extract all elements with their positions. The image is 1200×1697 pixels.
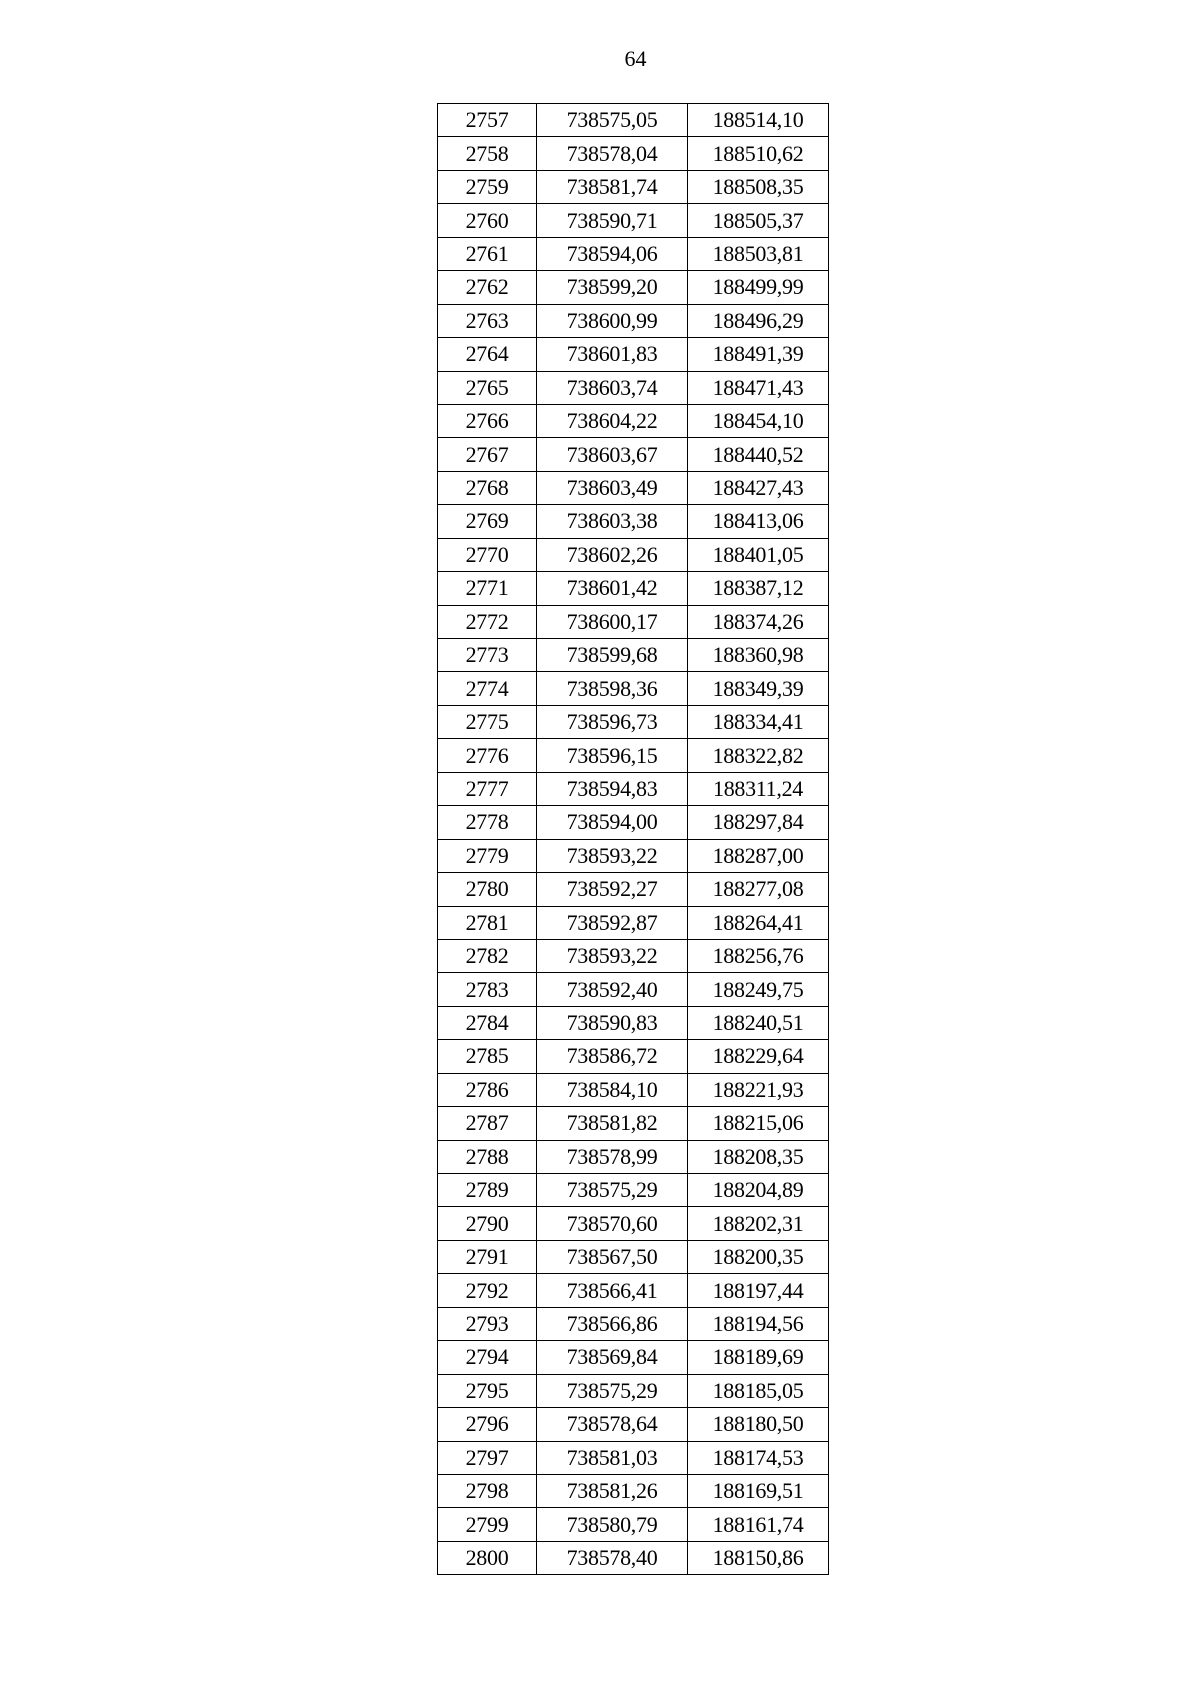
y-coordinate-cell: 188189,69 [688,1341,829,1374]
table-row [438,1374,829,1407]
x-coordinate-cell: 738566,86 [537,1307,688,1340]
y-coordinate-cell: 188491,39 [688,338,829,371]
point-number-cell: 2765 [438,371,537,404]
point-number-cell: 2780 [438,873,537,906]
x-coordinate-cell: 738581,03 [537,1441,688,1474]
point-number-cell: 2772 [438,605,537,638]
x-coordinate-cell: 738592,87 [537,906,688,939]
y-coordinate-cell: 188194,56 [688,1307,829,1340]
y-coordinate-cell: 188505,37 [688,204,829,237]
table-row [438,639,829,672]
point-number-cell: 2798 [438,1474,537,1507]
x-coordinate-cell: 738596,73 [537,705,688,738]
x-coordinate-cell: 738580,79 [537,1508,688,1541]
point-number-cell: 2774 [438,672,537,705]
point-number-cell: 2785 [438,1040,537,1073]
table-row [438,739,829,772]
table-row [438,1474,829,1507]
x-coordinate-cell: 738601,83 [537,338,688,371]
point-number-cell: 2775 [438,705,537,738]
page-number: 64 [624,46,647,71]
point-number-cell: 2796 [438,1408,537,1441]
point-number-cell: 2797 [438,1441,537,1474]
table-row [438,304,829,337]
y-coordinate-cell: 188150,86 [688,1541,829,1574]
y-coordinate-cell: 188287,00 [688,839,829,872]
table-row [438,204,829,237]
point-number-cell: 2794 [438,1341,537,1374]
x-coordinate-cell: 738594,00 [537,806,688,839]
point-number-cell: 2779 [438,839,537,872]
x-coordinate-cell: 738575,29 [537,1174,688,1207]
table-row [438,973,829,1006]
y-coordinate-cell: 188264,41 [688,906,829,939]
y-coordinate-cell: 188256,76 [688,939,829,972]
y-coordinate-cell: 188510,62 [688,137,829,170]
y-coordinate-cell: 188471,43 [688,371,829,404]
x-coordinate-cell: 738569,84 [537,1341,688,1374]
y-coordinate-cell: 188387,12 [688,572,829,605]
table-row [438,1207,829,1240]
coordinates-table [437,103,829,1575]
table-row [438,605,829,638]
point-number-cell: 2792 [438,1274,537,1307]
table-row [438,338,829,371]
point-number-cell: 2783 [438,973,537,1006]
x-coordinate-cell: 738590,71 [537,204,688,237]
table-row [438,1307,829,1340]
table-row [438,404,829,437]
y-coordinate-cell: 188454,10 [688,404,829,437]
point-number-cell: 2800 [438,1541,537,1574]
point-number-cell: 2787 [438,1107,537,1140]
point-number-cell: 2793 [438,1307,537,1340]
point-number-cell: 2770 [438,538,537,571]
table-row [438,906,829,939]
point-number-cell: 2757 [438,104,537,137]
y-coordinate-cell: 188360,98 [688,639,829,672]
point-number-cell: 2760 [438,204,537,237]
table-row [438,572,829,605]
y-coordinate-cell: 188185,05 [688,1374,829,1407]
point-number-cell: 2778 [438,806,537,839]
x-coordinate-cell: 738570,60 [537,1207,688,1240]
table-row [438,772,829,805]
point-number-cell: 2795 [438,1374,537,1407]
table-row [438,237,829,270]
y-coordinate-cell: 188503,81 [688,237,829,270]
y-coordinate-cell: 188208,35 [688,1140,829,1173]
y-coordinate-cell: 188174,53 [688,1441,829,1474]
x-coordinate-cell: 738567,50 [537,1240,688,1273]
y-coordinate-cell: 188161,74 [688,1508,829,1541]
y-coordinate-cell: 188401,05 [688,538,829,571]
table-row [438,137,829,170]
y-coordinate-cell: 188496,29 [688,304,829,337]
point-number-cell: 2791 [438,1240,537,1273]
table-row [438,371,829,404]
table-row [438,1541,829,1574]
y-coordinate-cell: 188277,08 [688,873,829,906]
table-row [438,705,829,738]
point-number-cell: 2762 [438,271,537,304]
point-number-cell: 2781 [438,906,537,939]
table-row [438,471,829,504]
table-row [438,806,829,839]
y-coordinate-cell: 188374,26 [688,605,829,638]
x-coordinate-cell: 738603,38 [537,505,688,538]
x-coordinate-cell: 738586,72 [537,1040,688,1073]
table-row [438,1240,829,1273]
table-row [438,939,829,972]
x-coordinate-cell: 738592,40 [537,973,688,1006]
y-coordinate-cell: 188297,84 [688,806,829,839]
y-coordinate-cell: 188334,41 [688,705,829,738]
point-number-cell: 2782 [438,939,537,972]
y-coordinate-cell: 188197,44 [688,1274,829,1307]
y-coordinate-cell: 188311,24 [688,772,829,805]
x-coordinate-cell: 738603,49 [537,471,688,504]
table-row [438,1341,829,1374]
x-coordinate-cell: 738592,27 [537,873,688,906]
table-row [438,1508,829,1541]
x-coordinate-cell: 738602,26 [537,538,688,571]
point-number-cell: 2766 [438,404,537,437]
x-coordinate-cell: 738593,22 [537,939,688,972]
table-row [438,271,829,304]
y-coordinate-cell: 188499,99 [688,271,829,304]
y-coordinate-cell: 188508,35 [688,170,829,203]
table-row [438,505,829,538]
x-coordinate-cell: 738594,06 [537,237,688,270]
y-coordinate-cell: 188204,89 [688,1174,829,1207]
x-coordinate-cell: 738566,41 [537,1274,688,1307]
table-row [438,104,829,137]
x-coordinate-cell: 738578,64 [537,1408,688,1441]
table-row [438,1140,829,1173]
table-row [438,1441,829,1474]
point-number-cell: 2776 [438,739,537,772]
table-row [438,1073,829,1106]
y-coordinate-cell: 188229,64 [688,1040,829,1073]
point-number-cell: 2790 [438,1207,537,1240]
x-coordinate-cell: 738581,74 [537,170,688,203]
x-coordinate-cell: 738601,42 [537,572,688,605]
table-row [438,538,829,571]
point-number-cell: 2777 [438,772,537,805]
table-row [438,672,829,705]
x-coordinate-cell: 738575,29 [537,1374,688,1407]
x-coordinate-cell: 738596,15 [537,739,688,772]
table-row [438,1040,829,1073]
y-coordinate-cell: 188180,50 [688,1408,829,1441]
point-number-cell: 2773 [438,639,537,672]
y-coordinate-cell: 188215,06 [688,1107,829,1140]
table-row [438,1408,829,1441]
table-row [438,438,829,471]
x-coordinate-cell: 738581,82 [537,1107,688,1140]
y-coordinate-cell: 188202,31 [688,1207,829,1240]
table-row [438,1174,829,1207]
point-number-cell: 2763 [438,304,537,337]
x-coordinate-cell: 738593,22 [537,839,688,872]
x-coordinate-cell: 738594,83 [537,772,688,805]
table-row [438,839,829,872]
table-row [438,1006,829,1039]
x-coordinate-cell: 738600,17 [537,605,688,638]
point-number-cell: 2758 [438,137,537,170]
x-coordinate-cell: 738581,26 [537,1474,688,1507]
point-number-cell: 2767 [438,438,537,471]
x-coordinate-cell: 738578,40 [537,1541,688,1574]
x-coordinate-cell: 738598,36 [537,672,688,705]
x-coordinate-cell: 738599,68 [537,639,688,672]
table-row [438,1274,829,1307]
y-coordinate-cell: 188427,43 [688,471,829,504]
x-coordinate-cell: 738578,04 [537,137,688,170]
point-number-cell: 2786 [438,1073,537,1106]
x-coordinate-cell: 738578,99 [537,1140,688,1173]
y-coordinate-cell: 188200,35 [688,1240,829,1273]
x-coordinate-cell: 738604,22 [537,404,688,437]
point-number-cell: 2789 [438,1174,537,1207]
point-number-cell: 2764 [438,338,537,371]
x-coordinate-cell: 738600,99 [537,304,688,337]
table-row [438,1107,829,1140]
y-coordinate-cell: 188322,82 [688,739,829,772]
y-coordinate-cell: 188240,51 [688,1006,829,1039]
y-coordinate-cell: 188413,06 [688,505,829,538]
y-coordinate-cell: 188249,75 [688,973,829,1006]
point-number-cell: 2769 [438,505,537,538]
point-number-cell: 2761 [438,237,537,270]
y-coordinate-cell: 188440,52 [688,438,829,471]
y-coordinate-cell: 188221,93 [688,1073,829,1106]
y-coordinate-cell: 188514,10 [688,104,829,137]
y-coordinate-cell: 188169,51 [688,1474,829,1507]
coordinates-table-body [438,104,829,1575]
x-coordinate-cell: 738575,05 [537,104,688,137]
x-coordinate-cell: 738584,10 [537,1073,688,1106]
y-coordinate-cell: 188349,39 [688,672,829,705]
point-number-cell: 2784 [438,1006,537,1039]
point-number-cell: 2759 [438,170,537,203]
table-row [438,873,829,906]
x-coordinate-cell: 738603,67 [537,438,688,471]
point-number-cell: 2799 [438,1508,537,1541]
x-coordinate-cell: 738599,20 [537,271,688,304]
point-number-cell: 2771 [438,572,537,605]
point-number-cell: 2768 [438,471,537,504]
point-number-cell: 2788 [438,1140,537,1173]
table-row [438,170,829,203]
x-coordinate-cell: 738603,74 [537,371,688,404]
x-coordinate-cell: 738590,83 [537,1006,688,1039]
